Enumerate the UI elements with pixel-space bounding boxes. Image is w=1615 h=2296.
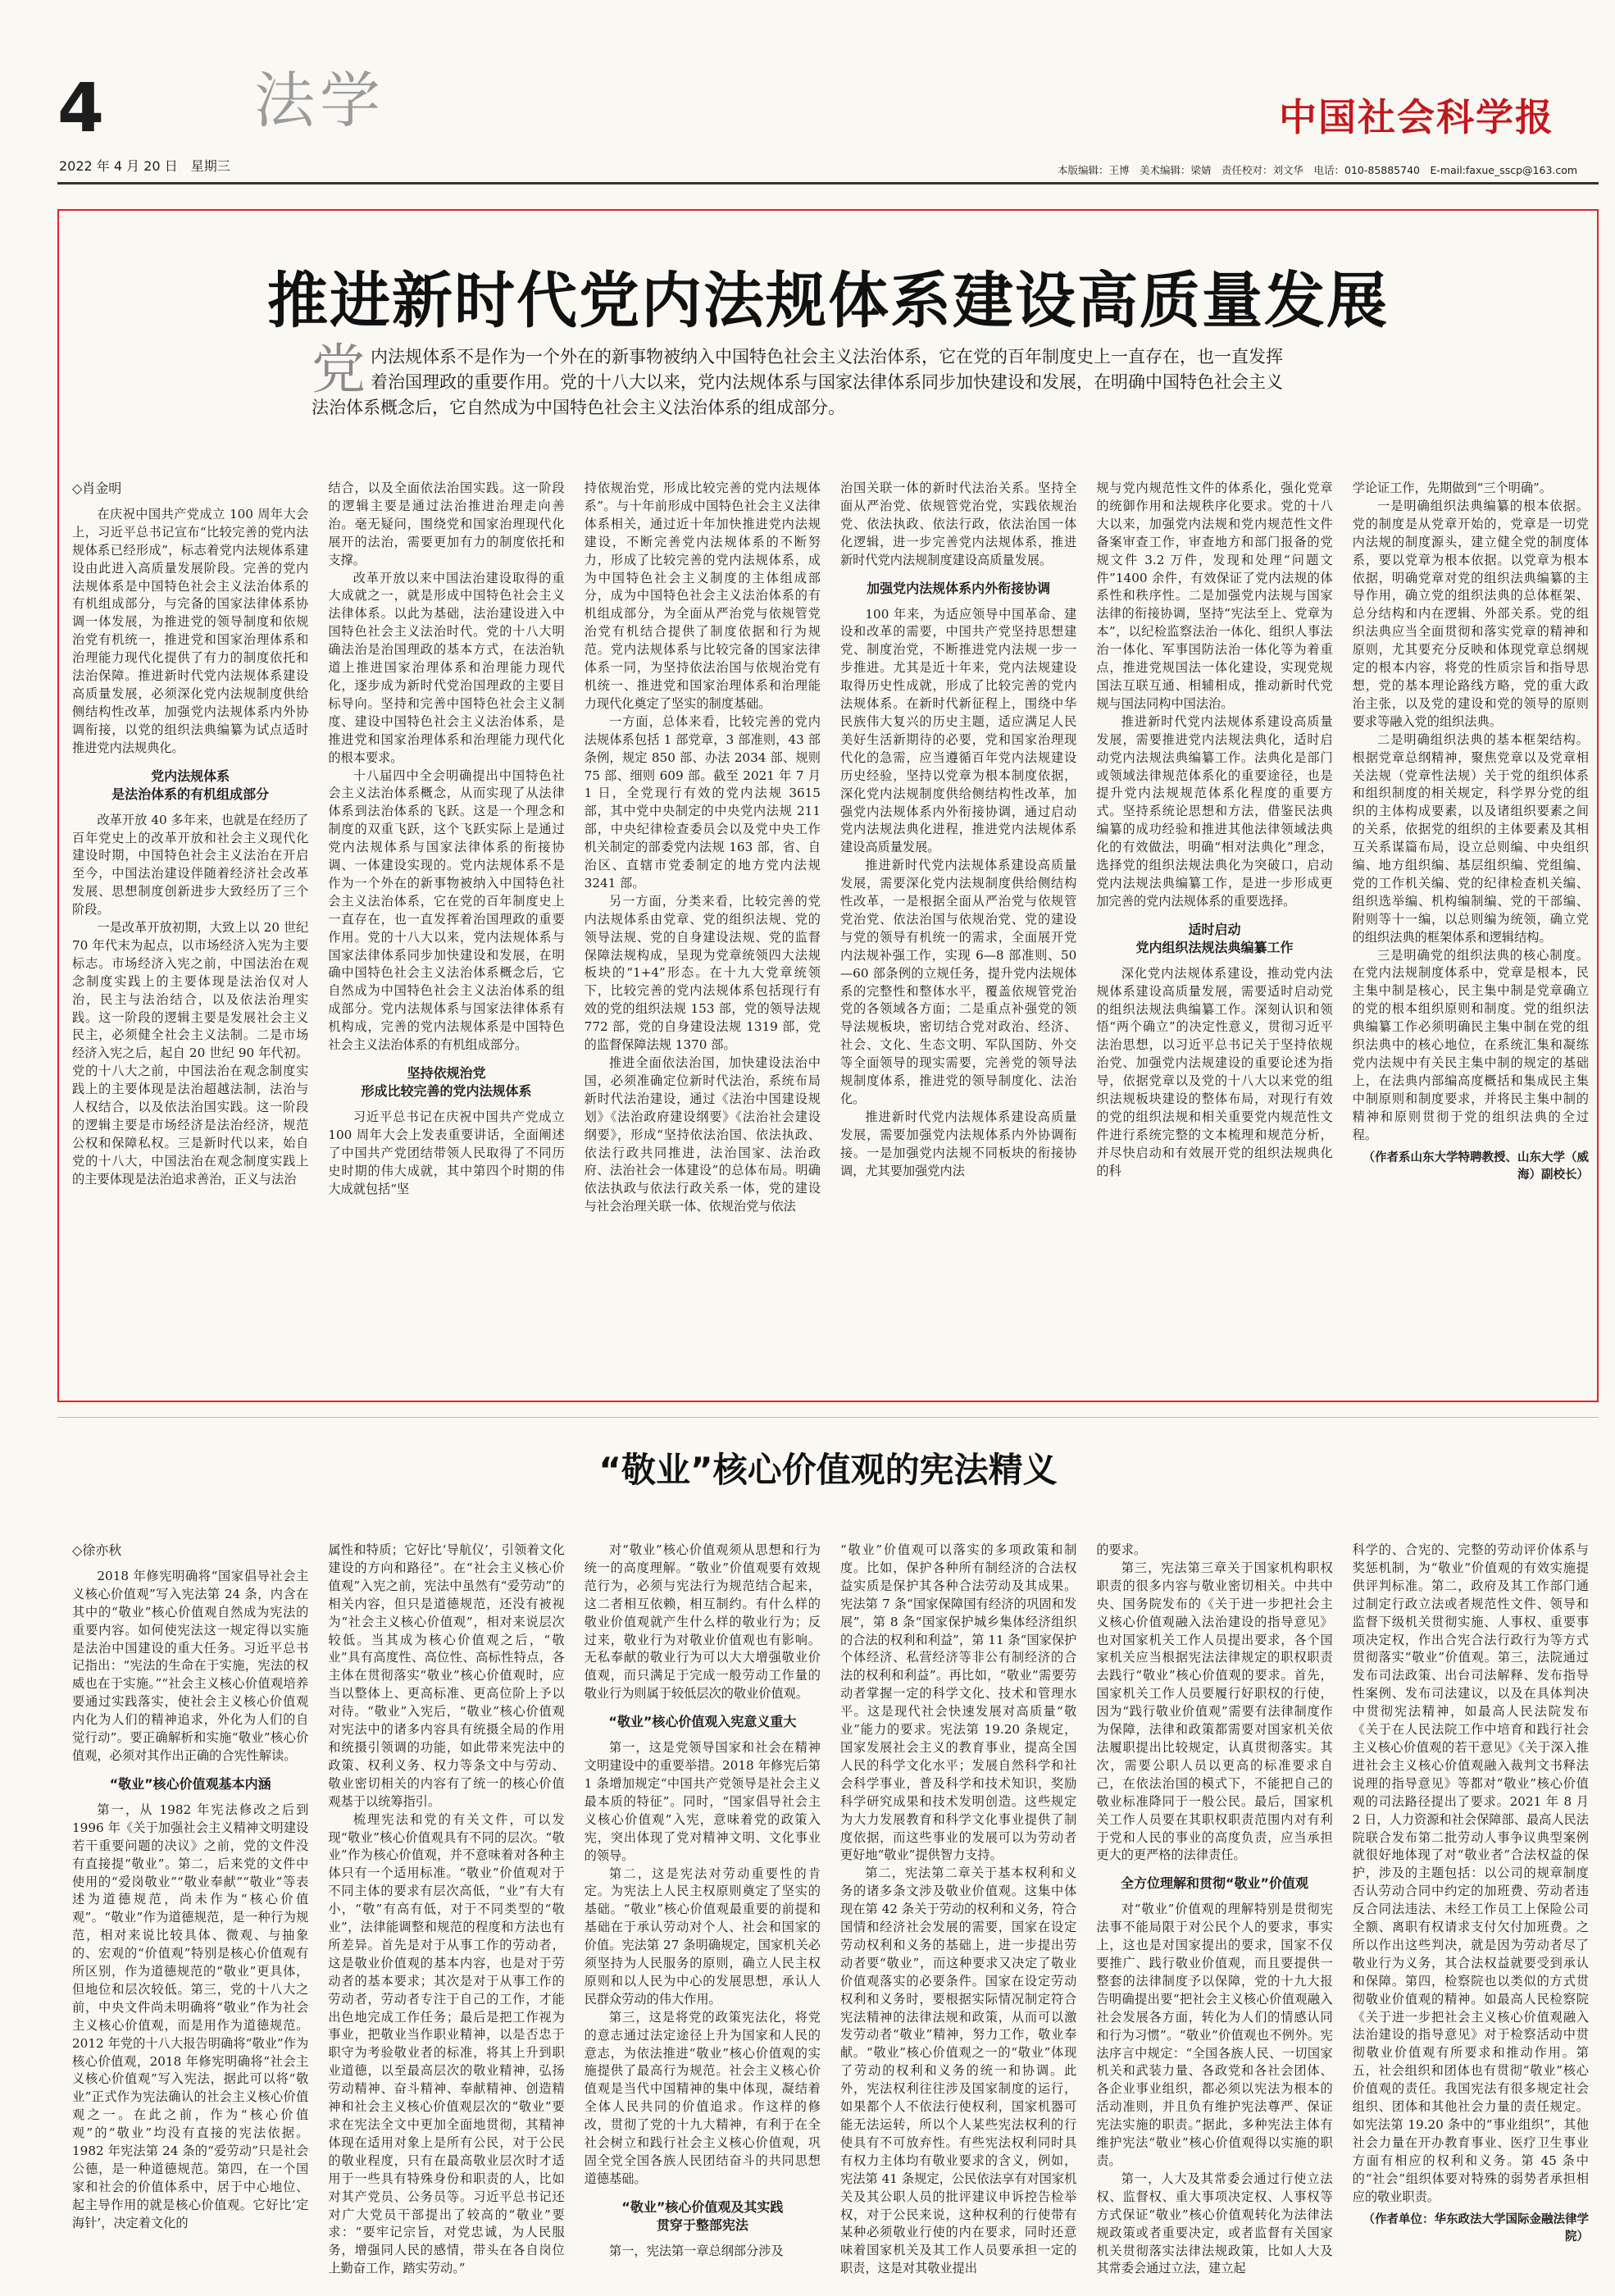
paragraph: 科学的、合宪的、完整的劳动评价体系与奖惩机制，为“敬业”价值观的有效实施提供评判标准。第二，政府及其工作部门通过制定行政立法或者规范性文件、领导和监督下级机关贯彻实施、人事权、重要事项决定权，作出合宪合法行政行为等方式贯彻落实“敬业”价值观。第三，法院通过发布司法政策、出台司法解释、发布指导性案例、发布司法建议，以及在具体判决中贯彻宪法精神，如最高人民法院发布《关于在人民法院工作中培育和践行社会主义核心价值观的若干意见》《关于深入推进社会主义核心价值观融入裁判文书释法说理的指导意见》等都对“敬业”核心价值观的司法路径提出了要求。2021 年 8 月 2 日，人力资源和社会保障部、最高人民法院联合发布第二批劳动人事争议典型案例就很好地体现了对“敬业者”合法权益的保护，涉及的主题包括：以公司的规章制度否认劳动合同中约定的加班费、劳动者违反合同法违法、未经工作员工上保险公司全额、离职有权请求支付欠付加班费。之所以作出这些判决，就是因为劳动者尽了敬业行为义务，其合法权益就要受到承认和保障。第四，检察院也以类似的方式贯彻敬业价值观的精神。如最高人民检察院《关于进一步把社会主义核心价值观融入法治建设的指导意见》对于检察活动中贯彻敬业价值观有所要求和推动作用。第五，社会组织和团体也有贯彻“敬业”核心价值观的责任。我国宪法有很多规定社会组织、团体和其他社会力量的责任规定。如宪法第 19.20 条中的“事业组织”，其他社会力量在开办教育事业、医疗卫生事业方面有相应的权利和义务。第 45 条中的“社会”组织体要对特殊的弱势者承担相应的敬业职责。 [1352, 1542, 1589, 2204]
article1-subheading-3: 加强党内法规体系内外衔接协调 [867, 580, 1051, 596]
paragraph: 二是明确组织法典的基本框架结构。根据党章总纲精神，聚焦党章以及党章相关法规（党章性法规）关于党的组织体系和组织制度的相关规定，科学界分党的组织的主体构成要素，以及诸组织要素之间的关系，依据党的组织的主体要素及其相互关系谋篇布局，设立总则编、中央组织编、地方组织编、基层组织编、党组编、党的工作机关编、党的纪律检查机关编、组织选举编、机构编制编、党的干部编、附则等十一编，以总则编为统领，确立党的组织法典的框架体系和逻辑结构。 [1352, 731, 1589, 945]
article2-author-affiliation: （作者单位：华东政法大学国际金融法律学院） [1363, 2212, 1589, 2244]
article2-subheading-1: “敬业”核心价值观基本内涵 [109, 1775, 271, 1792]
paragraph: 一是明确组织法典编纂的根本依据。党的制度是从党章开始的，党章是一切党内法规的制度源头，建立健全党的制度体系，要以党章为根本依据。以党章为根本依据，明确党章对党的组织法典编纂的主导作用，确立党的组织法典的总体框架、总分结构和内在逻辑、外部关系。党的组织法典应当全面贯彻和落实党章的精神和原则，尤其要充分反映和体现党章总纲规定的根本内容，将党的性质宗旨和指导思想，党的基本理论路线方略，党的重大政治主张，以及党的建设和党的领导的原则要求等融入党的组织法典。 [1352, 498, 1589, 729]
article1-column-1 [72, 480, 308, 1388]
paragraph: 一是改革开放初期，大致上以 20 世纪 70 年代末为起点，以市场经济入宪为主要标志。市场经济入宪之前，中国法治在观念制度实践上的主要体现是法治仅对人治，民主与法治结合，以及依法治理实践。这一阶段的逻辑主要是发展社会主义民主，必须健全社会主义法制。二是市场经济入宪之后，起自 20 世纪 90 年代初。党的十八大之前，中国法治在观念制度实践上的主要体现是法治超越法制，法治与人权结合，以及依法治国实践。这一阶段的逻辑主要是市场经济是法治经济，规范公权和保障私权。三是新时代以来，始自党的十八大，中国法治在观念制度实践上的主要体现是法治追求善治，正义与法治 [72, 920, 309, 1187]
page-number: 4 [57, 70, 105, 148]
paragraph: 一方面，总体来看，比较完善的党内法规体系包括 1 部党章，3 部准则，43 部条例，规定 850 部、办法 2034 部、规则 75 部、细则 609 部。截至 2021 年 7 月 1 日，全党现行有效的党内法规 3615 部，其中党中央制定的中央党内法规 211 部，中央纪律检查委员会以及党中央工作机关制定的部委党内法规 163 部，省、自治区、直辖市党委制定的地方党内法规 3241 部。 [584, 713, 821, 891]
editor-credits: 本版编辑：王博 美术编辑：梁婧 责任校对：刘文华 电话：010-85885740 E-mail:faxue_sscp@163.com [1058, 164, 1578, 176]
paragraph: 规与党内规范性文件的体系化，强化党章的统御作用和法规秩序化要求。党的十八大以来，加强党内法规和党内规范性文件备案审查工作，审查地方和部门报备的党规文件 3.2 万件，发现和处理“问题文件”1400 余件，有效保证了党内法规的体系性和秩序性。二是加强党内法规与国家法律的衔接协调，坚持“宪法至上、党章为本”，以纪检监察法治一体化、组织人事法治一体化、军事国防法治一体化等为着重点，推进党规国法一体化建设，实现党规国法互联互通、相辅相成，推动新时代党规与国法同构中国法治。 [1096, 481, 1333, 711]
article2-column-3 [585, 1542, 821, 2280]
paragraph: 推进新时代党内法规体系建设高质量发展，需要加强党内法规体系内外协调衔接。一是加强党内法规不同板块的衔接协调，尤其要加强党内法 [839, 1109, 1077, 1178]
section-title: 法学 [254, 66, 385, 136]
paragraph: 推进全面依法治国，加快建设法治中国，必须准确定位新时代法治，系统布局新时代法治建设，通过《法治中国建设规划》《法治政府建设纲要》《法治社会建设纲要》，形成“坚持依法治国、依法执政、依法行政共同推进，法治国家、法治政府、法治社会一体建设”的总体布局。明确依法执政与依法行政关系一体，党的建设与社会治理关联一体、依规治党与依法 [584, 1055, 821, 1214]
paragraph: 持依规治党，形成比较完善的党内法规体系”。与十年前形成中国特色社会主义法律体系相关，通过近十年加快推进党内法规建设，不断完善党内法规体系的不断努力，形成了比较完善的党内法规体系，成为中国特色社会主义制度的主体组成部分，成为中国特色社会主义法治体系的有机组成部分，为全面从严治党与依规管党治党有机结合提供了制度依据和行为规范。党内法规体系与比较完备的国家法律体系一同，为坚持依法治国与依规治党有机统一、推进党和国家治理体系和治理能力现代化奠定了坚实的制度基础。 [584, 481, 821, 711]
issue-date: 2022 年 4 月 20 日 星期三 [59, 158, 230, 174]
article1-column-2 [328, 480, 564, 1388]
paragraph: 第三，这是将党的政策宪法化，将党的意志通过法定途径上升为国家和人民的意志，为依法推进“敬业”核心价值观的实施提供了最高行为规范。社会主义核心价值观是当代中国精神的集中体现，凝结着全体人民共同的价值追求。作这样的修改，贯彻了党的十九大精神，有利于在全社会树立和践行社会主义核心价值观，巩固全党全国各族人民团结奋斗的共同思想道德基础。 [584, 2009, 821, 2186]
paragraph: 的要求。 [1096, 1542, 1147, 1557]
article2-headline[interactable]: “敬业”核心价值观的宪法精义 [598, 1450, 1058, 1490]
paragraph: 第二，宪法第二章关于基本权利和义务的诸多条文涉及敬业价值观。这集中体现在第 42 条关于劳动的权利和义务，符合国情和经济社会发展的需要，国家在设定劳动权利和义务的基础上，进一步提出劳动者要“敬业”，而这种要求又决定了敬业价值观落实的必要条件。国家在设定劳动权利和义务时，要根据实际情况制定符合宪法精神的法律法规和政策，从而可以激发劳动者“敬业”精神，努力工作，敬业奉献。“敬业”核心价值观之一的“敬业”体现了劳动的权利和义务的统一和协调。此外，宪法权利往往涉及国家制度的运行，如果都个人不依法行使权利，国家机器可能无法运转，所以个人某些宪法权利的行使具有不可放弃性。有些宪法权利同时具有权力主体均有敬业要求的含义，例如，宪法第 41 条规定，公民依法享有对国家机关及其公职人员的批评建议申诉控告检举权，对于公民来说，这种权利的行使带有某种必须敬业行使的内在要求，同时还意味着国家机关及其工作人员要承担一定的职责，这是对其敬业提出 [839, 1866, 1077, 2276]
lead-text: 内法规体系不是作为一个外在的新事物被纳入中国特色社会主义法治体系，它在党的百年制度史上一直存在，也一直发挥着治国理政的重要作用。党的十八大以来，党内法规体系与国家法律体系同步加快建设和发展，在明确中国特色社会主义法治体系概念后，它自然成为中国特色社会主义法治体系的组成部分。 [312, 347, 1283, 417]
paragraph: 第一，从 1982 年宪法修改之后到 1996 年《关于加强社会主义精神文明建设若干重要问题的决议》之前，党的文件没有直接提“敬业”。第二，后来党的文件中使用的“爱岗敬业”“敬业奉献”“敬业”等表述为道德规范，尚未作为“核心价值观”。“敬业”作为道德规范，是一种行为规范，相对来说比较具体、微观、与抽象的、宏观的“价值观”特别是核心价值观有所区别，作为道德规范的“敬业”更具体，但地位和层次较低。第三，党的十八大之前，中央文件尚未明确将“敬业”作为社会主义核心价值观，而是用作为道德规范。2012 年党的十八大报告明确将“敬业”作为核心价值观，2018 年修宪明确将“社会主义核心价值观”写入宪法，据此可以将“敬业”正式作为宪法确认的社会主义核心价值观之一。在此之前，作为“核心价值观”的“敬业”均没有直接的宪法依据。1982 年宪法第 24 条的“爱劳动”只是社会公德，是一种道德规范。第四，在一个国家和社会的价值体系中，居于中心地位、起主导作用的就是核心价值观。它好比‘定海针’，决定着文化的 [72, 1802, 309, 2230]
paragraph: 对“敬业”核心价值观须从思想和行为统一的高度理解。“敬业”价值观要有效规范行为，必须与宪法行为规范结合起来，这二者相互依赖，相互制约。有什么样的敬业价值观就产生什么样的敬业行为；反过来，敬业行为对敬业价值观也有影响。无私奉献的敬业行为可以大大增强敬业价值观，而只满足于完成一般劳动工作量的敬业行为则属于较低层次的敬业价值观。 [584, 1542, 821, 1702]
article1-subheading-2: 坚持依规治党 形成比较完善的党内法规体系 [361, 1065, 532, 1099]
paragraph: 另一方面，分类来看，比较完善的党内法规体系由党章、党的组织法规、党的领导法规、党的自身建设法规、党的监督保障法规构成，呈现为党章统领四大法规板块的“1+4”形态。在十九大党章统领下，比较完善的党内法规体系包括现行有效的党的组织法规 153 部，党的领导法规 772 部，党的自身建设法规 1319 部，党的监督保障法规 1370 部。 [584, 893, 821, 1053]
paragraph: 学论证工作，先期做到“三个明确”。 [1352, 481, 1552, 495]
article1-subheading-4: 适时启动 党内组织法规法典编纂工作 [1135, 921, 1294, 955]
paragraph: 在庆祝中国共产党成立 100 周年大会上，习近平总书记宣布“比较完善的党内法规体系已经形成”，标志着党内法规体系建设由此进入高质量发展阶段。完善的党内法规体系是中国特色社会主义法治体系的有机组成部分，与完备的国家法律体系协调一体发展，为推进党的领导制度和依规治党有机统一，推进党和国家治理体系和治理能力现代化提供了有力的制度依托和法治保障。推进新时代党内法规体系建设高质量发展，必须深化党内法规制度供给侧结构性改革，加强党内法规体系内外协调衔接，以党的组织法典编纂为试点适时推进党内法规典化。 [72, 506, 309, 755]
paragraph: 改革开放 40 多年来，也就是在经历了百年党史上的改革开放和社会主义现代化建设时期，中国特色社会主义法治在开启至今，中国法治建设伴随着经济社会改革发展、思想制度创新进步大致经历了三个阶段。 [72, 812, 309, 918]
article2-author: ◇徐亦秋 [72, 1542, 122, 1558]
paragraph: 结合，以及全面依法治国实践。这一阶段的逻辑主要是通过法治推进治理走向善治。毫无疑问，围绕党和国家治理现代化展开的法治，需要更加有力的制度依托和支撑。 [328, 481, 565, 567]
paragraph: 推进新时代党内法规体系建设高质量发展，需要深化党内法规制度供给侧结构性改革，一是根据全面从严治党与依规管党治党、依法治国与依规治党、党的建设与党的领导有机统一的需求，全面展开党内法规补强工作，实现 6—8 部准则、50—60 部条例的立规任务，提升党内法规体系的完整性和整体水平，覆盖依规管党治党的各领域各方面；二是重点补强党的领导法规板块，密切结合党对政治、经济、社会、文化、生态文明、军队国防、外交等全面领导的现实需要，完善党的领导法规制度体系，推进党的领导制度化、法治化。 [839, 858, 1077, 1106]
paragraph: 第二，这是宪法对劳动重要性的肯定。为宪法上人民主权原则奠定了坚实的基础。“敬业”核心价值观最重要的前提和基础在于承认劳动对个人、社会和国家的价值。宪法第 27 条明确规定，国家机关必须坚持为人民服务的原则，确立人民主权原则和以人民为中心的发展思想，承认人民群众劳动的伟大作用。 [584, 1866, 821, 2007]
paragraph: 推进新时代党内法规体系建设高质量发展，需要推进党内法规法典化，适时启动党内法规法典编纂工作。法典化是部门或领域法律规范体系化的重要途径，也是提升党内法规规范体系化程度的重要方式。坚持系统论思想和方法，借鉴民法典编纂的成功经验和推进其他法律领域法典化的有效做法，明确“相对法典化”理念，选择党的组织法规法典化为突破口，启动党内法规法典编纂工作，是进一步形成更加完善的党内法规体系的重要选择。 [1096, 713, 1333, 909]
paragraph: 第一，这是党领导国家和社会在精神文明建设中的重要举措。2018 年修宪后第 1 条增加规定“中国共产党领导是社会主义最本质的特征”。同时，“国家倡导社会主义核心价值观”入宪，意味着党的政策入宪，突出体现了党对精神文明、文化事业的领导。 [584, 1740, 821, 1863]
paragraph: 第一，人大及其常委会通过行使立法权、监督权、重大事项决定权、人事权等方式保证“敬业”核心价值观转化为法律法规政策或者重要决定，或者监督有关国家机关贯彻落实法律法规政策，比如人大及其常委会通过立法，建立起 [1096, 2171, 1333, 2276]
article2-subheading-2: “敬业”核心价值观入宪意义重大 [608, 1714, 797, 1730]
article-divider [57, 1417, 1599, 1418]
paragraph: 治国关联一体的新时代法治关系。坚持全面从严治党、依规管党治党，实践依规治党、依法执政、依法行政，依法治国一体化逻辑，进一步完善党内法规体系，推进新时代党内法规制度建设高质量发展。 [839, 481, 1077, 567]
article2-column-4 [840, 1542, 1076, 2280]
lead-dropcap: 党 [312, 338, 366, 401]
paragraph: 2018 年修宪明确将“国家倡导社会主义核心价值观”写入宪法第 24 条，内含在其中的“敬业”核心价值观自然成为宪法的重要内容。如何使宪法这一规定得以实施是法治中国建设的重大任务。习近平总书记指出：“宪法的生命在于实施，宪法的权威也在于实施。”“社会主义核心价值观培养要通过实践落实，使社会主义核心价值观内化为人们的精神追求，外化为人们的自觉行动”。要正确解析和实施“敬业”核心价值观，必须对其作出正确的合宪性解读。 [72, 1568, 309, 1763]
article1-column-3 [585, 480, 821, 1388]
paragraph: 第一，宪法第一章总纲部分涉及 [609, 2243, 784, 2258]
article1-column-4 [840, 480, 1076, 1388]
article2-column-5 [1096, 1542, 1332, 2280]
article1-author: ◇肖金明 [72, 481, 122, 496]
article2-subheading-3: “敬业”核心价值观及其实践 贯穿于整部宪法 [621, 2198, 784, 2233]
paragraph: 100 年来，为适应领导中国革命、建设和改革的需要，中国共产党坚持思想建党、制度治党，不断推进党内法规一步一步推进。尤其是近十年来，党内法规建设取得历史性成就，形成了比较完善的党内法规体系。在新时代新征程上，围绕中华民族伟大复兴的历史主题，适应满足人民美好生活新期待的必要，党和国家治理现代化的急需，应当遵循百年党内法规建设历史经验，坚持以党章为根本制度依据，深化党内法规制度供给侧结构性改革，加强党内法规体系内外衔接协调，通过启动党内法规法典化进程，推进党内法规体系建设高质量发展。 [839, 606, 1077, 855]
paragraph: “敬业”价值观可以落实的多项政策和制度。比如，保护各种所有制经济的合法权益实质是保护其各种合法劳动及其成果。宪法第 7 条“国家保障国有经济的巩固和发展”，第 8 条“国家保护城乡集体经济组织的合法的权利和利益”，第 11 条“国家保护个体经济、私营经济等非公有制经济的合法的权利和利益”。再比如，“敬业”需要劳动者掌握一定的科学文化、技术和管理水平。这是现代社会快速发展对高质量“敬业”能力的要求。宪法第 19.20 条规定，国家发展社会主义的教育事业，提高全国人民的科学文化水平；发展自然科学和社会科学事业，普及科学和技术知识，奖励科学研究成果和技术发明创造。这些规定为大力发展教育和科学文化事业提供了制度依据，而这些事业的发展可以为劳动者更好地“敬业”提供智力支持。 [839, 1542, 1077, 1863]
article1-subheading-1: 党内法规体系 是法治体系的有机组成部分 [111, 768, 270, 802]
article2-column-2 [328, 1542, 564, 2280]
article1-column-5 [1096, 480, 1332, 1388]
paragraph: 习近平总书记在庆祝中国共产党成立 100 周年大会上发表重要讲话，全面阐述了中国共产党团结带领人民取得了不同历史时期的伟大成就，其中第四个时期的伟大成就包括“坚 [328, 1109, 565, 1196]
paragraph: 十八届四中全会明确提出中国特色社会主义法治体系概念，从而实现了从法律体系到法治体系的飞跃。这是一个理念和制度的双重飞跃，这个飞跃实际上是通过党内法规体系与国家法律体系的衔接协调、一体建设实现的。党内法规体系不是作为一个外在的新事物被纳入中国特色社会主义法治体系，它在党的百年制度史上一直存在，也一直发挥着治国理政的重要作用。党的十八大以来，党内法规体系与国家法律体系同步加快建设和发展，在明确中国特色社会主义法治体系概念后，它自然成为中国特色社会主义法治体系的组成部分。党内法规体系与国家法律体系有机构成，完善的党内法规体系是中国特色社会主义法治体系的有机组成部分。 [328, 768, 565, 1053]
paragraph: 第三，宪法第三章关于国家机构职权职责的很多内容与敬业密切相关。中共中央、国务院发布的《关于进一步把社会主义核心价值观融入法治建设的指导意见》也对国家机关工作人员提出要求，各个国家机关应当根据宪法法律规定的职权职责去践行“敬业”核心价值观的要求。首先，国家机关工作人员要履行好职权的行使，因为“践行敬业价值观”需要有法律制度作为保障，法律和政策都需要对国家机关依法履职提出比较规定，认真贯彻落实。其次，需要公职人员以更高的标准要求自己，在依法治国的模式下，不能把自己的敬业标准降同于一般公民。最后，国家机关工作人员要在其职权职责范围内对有利于党和人民的事业的高度负责，应当承担更大的更严格的法律责任。 [1096, 1560, 1333, 1863]
article1-lead [312, 338, 1295, 421]
article2-column-1 [72, 1542, 308, 2280]
article2-subheading-4: 全方位理解和贯彻“敬业”价值观 [1120, 1875, 1308, 1892]
header-rule [57, 182, 1599, 184]
article2-column-6 [1353, 1542, 1589, 2280]
paragraph: 深化党内法规体系建设，推动党内法规体系建设高质量发展，需要适时启动党的组织法规法典编纂工作。深刻认识和领悟“两个确立”的决定性意义，贯彻习近平法治思想，以习近平总书记关于坚持依规治党、加强党内法规建设的重要论述为指导，依据党章以及党的十八大以来党的组织法规板块建设的整体布局，对现行有效的党的组织法规和相关重要党内规范性文件进行系统完整的文本梳理和规范分析，并尽快启动和有效展开党的组织法规典化的科 [1096, 965, 1333, 1178]
paragraph: 属性和特质；它好比‘导航仪’，引领着文化建设的方向和路径”。在“社会主义核心价值观”入宪之前，宪法中虽然有“爱劳动”的相关内容，但只是道德规范，还没有被视为“社会主义核心价值观”，相对来说层次较低。当其成为核心价值观之后，“敬业”具有高度性、高位性、高标性特点，各主体在贯彻落实“敬业”核心价值观时，应当以整体上、更高标准、更高位阶上予以对待。“敬业”入宪后，“敬业”核心价值观对宪法中的诸多内容具有统摄全局的作用和统摄引领调的功能，如此带来宪法中的政策、权利义务、权力等条文中与劳动、敬业密切相关的内容有了统一的核心价值观基于以统筹指引。 [328, 1542, 565, 1809]
paragraph: 梳理宪法和党的有关文件，可以发现“敬业”核心价值观具有不同的层次。“敬业”作为核心价值观，并不意味着对各种主体只有一个适用标准。“敬业”价值观对于不同主体的要求有层次高低，“业”有大有小，“敬”有高有低，对于不同类型的“敬业”，法律能调整和规范的程度和方法也有所差异。首先是对于从事工作的劳动者，这是敬业价值观的基本内容，也是对于劳动者的基本要求；其次是对于从事工作的劳动者，劳动者专注于自己的工作，才能出色地完成工作任务；最后是把工作视为事业，把敬业当作职业精神，以是否忠于职守为考验敬业者的标准，将其上升到职业道德，以至最高层次的敬业精神，弘扬劳动精神、奋斗精神、奉献精神、创造精神和社会主义核心价值观层次的“敬业”要求在宪法全文中更加全面地贯彻，其精神体现在适用对象上是所有公民，对于公民的敬业程度，只有在最高敬业层次时才适用于一些具有特殊身份和职责的人，比如对其产党员、公务员等。习近平总书记还对广大党员干部提出了较高的“敬业”要求：“要牢记宗旨，对党忠诚，为人民服务，增强同人民的感情，带头在各自岗位上勤奋工作，踏实劳动。” [328, 1811, 565, 2276]
paragraph: 改革开放以来中国法治建设取得的重大成就之一，就是形成中国特色社会主义法律体系。以此为基础，法治建设进入中国特色社会主义法治时代。党的十八大明确法治是治国理政的基本方式，在法治轨道上推进国家治理体系和治理能力现代化，逐步成为新时代党治国理政的主要目标导向。坚持和完善中国特色社会主义制度、建设中国特色社会主义法治体系，是推进党和国家治理体系和治理能力现代化的根本要求。 [328, 570, 565, 765]
paragraph: 三是明确党的组织法典的核心制度。在党内法规制度体系中，党章是根本，民主集中制是核心，民主集中制是党章确立的党的根本组织原则和制度。党的组织法典编纂工作必须明确民主集中制在党的组织法典中的核心地位，在系统汇集和凝练党内法规中有关民主集中制的规定的基础上，在法典内部编高度概括和集成民主集中制原则和制度要求，并将民主集中制的精神和原则贯彻于党的组织法典的全过程。 [1352, 947, 1589, 1142]
article1-author-affiliation: （作者系山东大学特聘教授、山东大学（威海）副校长） [1363, 1150, 1589, 1182]
article2-body [72, 1542, 1589, 2280]
article1-column-6 [1353, 480, 1589, 1388]
newspaper-name: 中国社会科学报 [1279, 95, 1554, 139]
article1-headline[interactable]: 推进新时代党内法规体系建设高质量发展 [267, 266, 1389, 336]
paragraph: 对“敬业”价值观的理解特别是贯彻宪法事不能局限于对公民个人的要求，事实上，这也是对国家提出的要求，国家不仅要推广、践行敬业价值观，而且要提供一整套的法律制度予以保障，党的十九大报告明确提出要“把社会主义核心价值观融入社会发展各方面，转化为人们的情感认同和行为习惯”。“敬业”价值观也不例外。宪法序言中规定：“全国各族人民、一切国家机关和武装力量、各政党和各社会团体、各企业事业组织，都必须以宪法为根本的活动准则，并且负有维护宪法尊严、保证宪法实施的职责。”据此，多种宪法主体有维护宪法“敬业”核心价值观得以实施的职责。 [1096, 1902, 1333, 2168]
article1-body [72, 480, 1589, 1388]
